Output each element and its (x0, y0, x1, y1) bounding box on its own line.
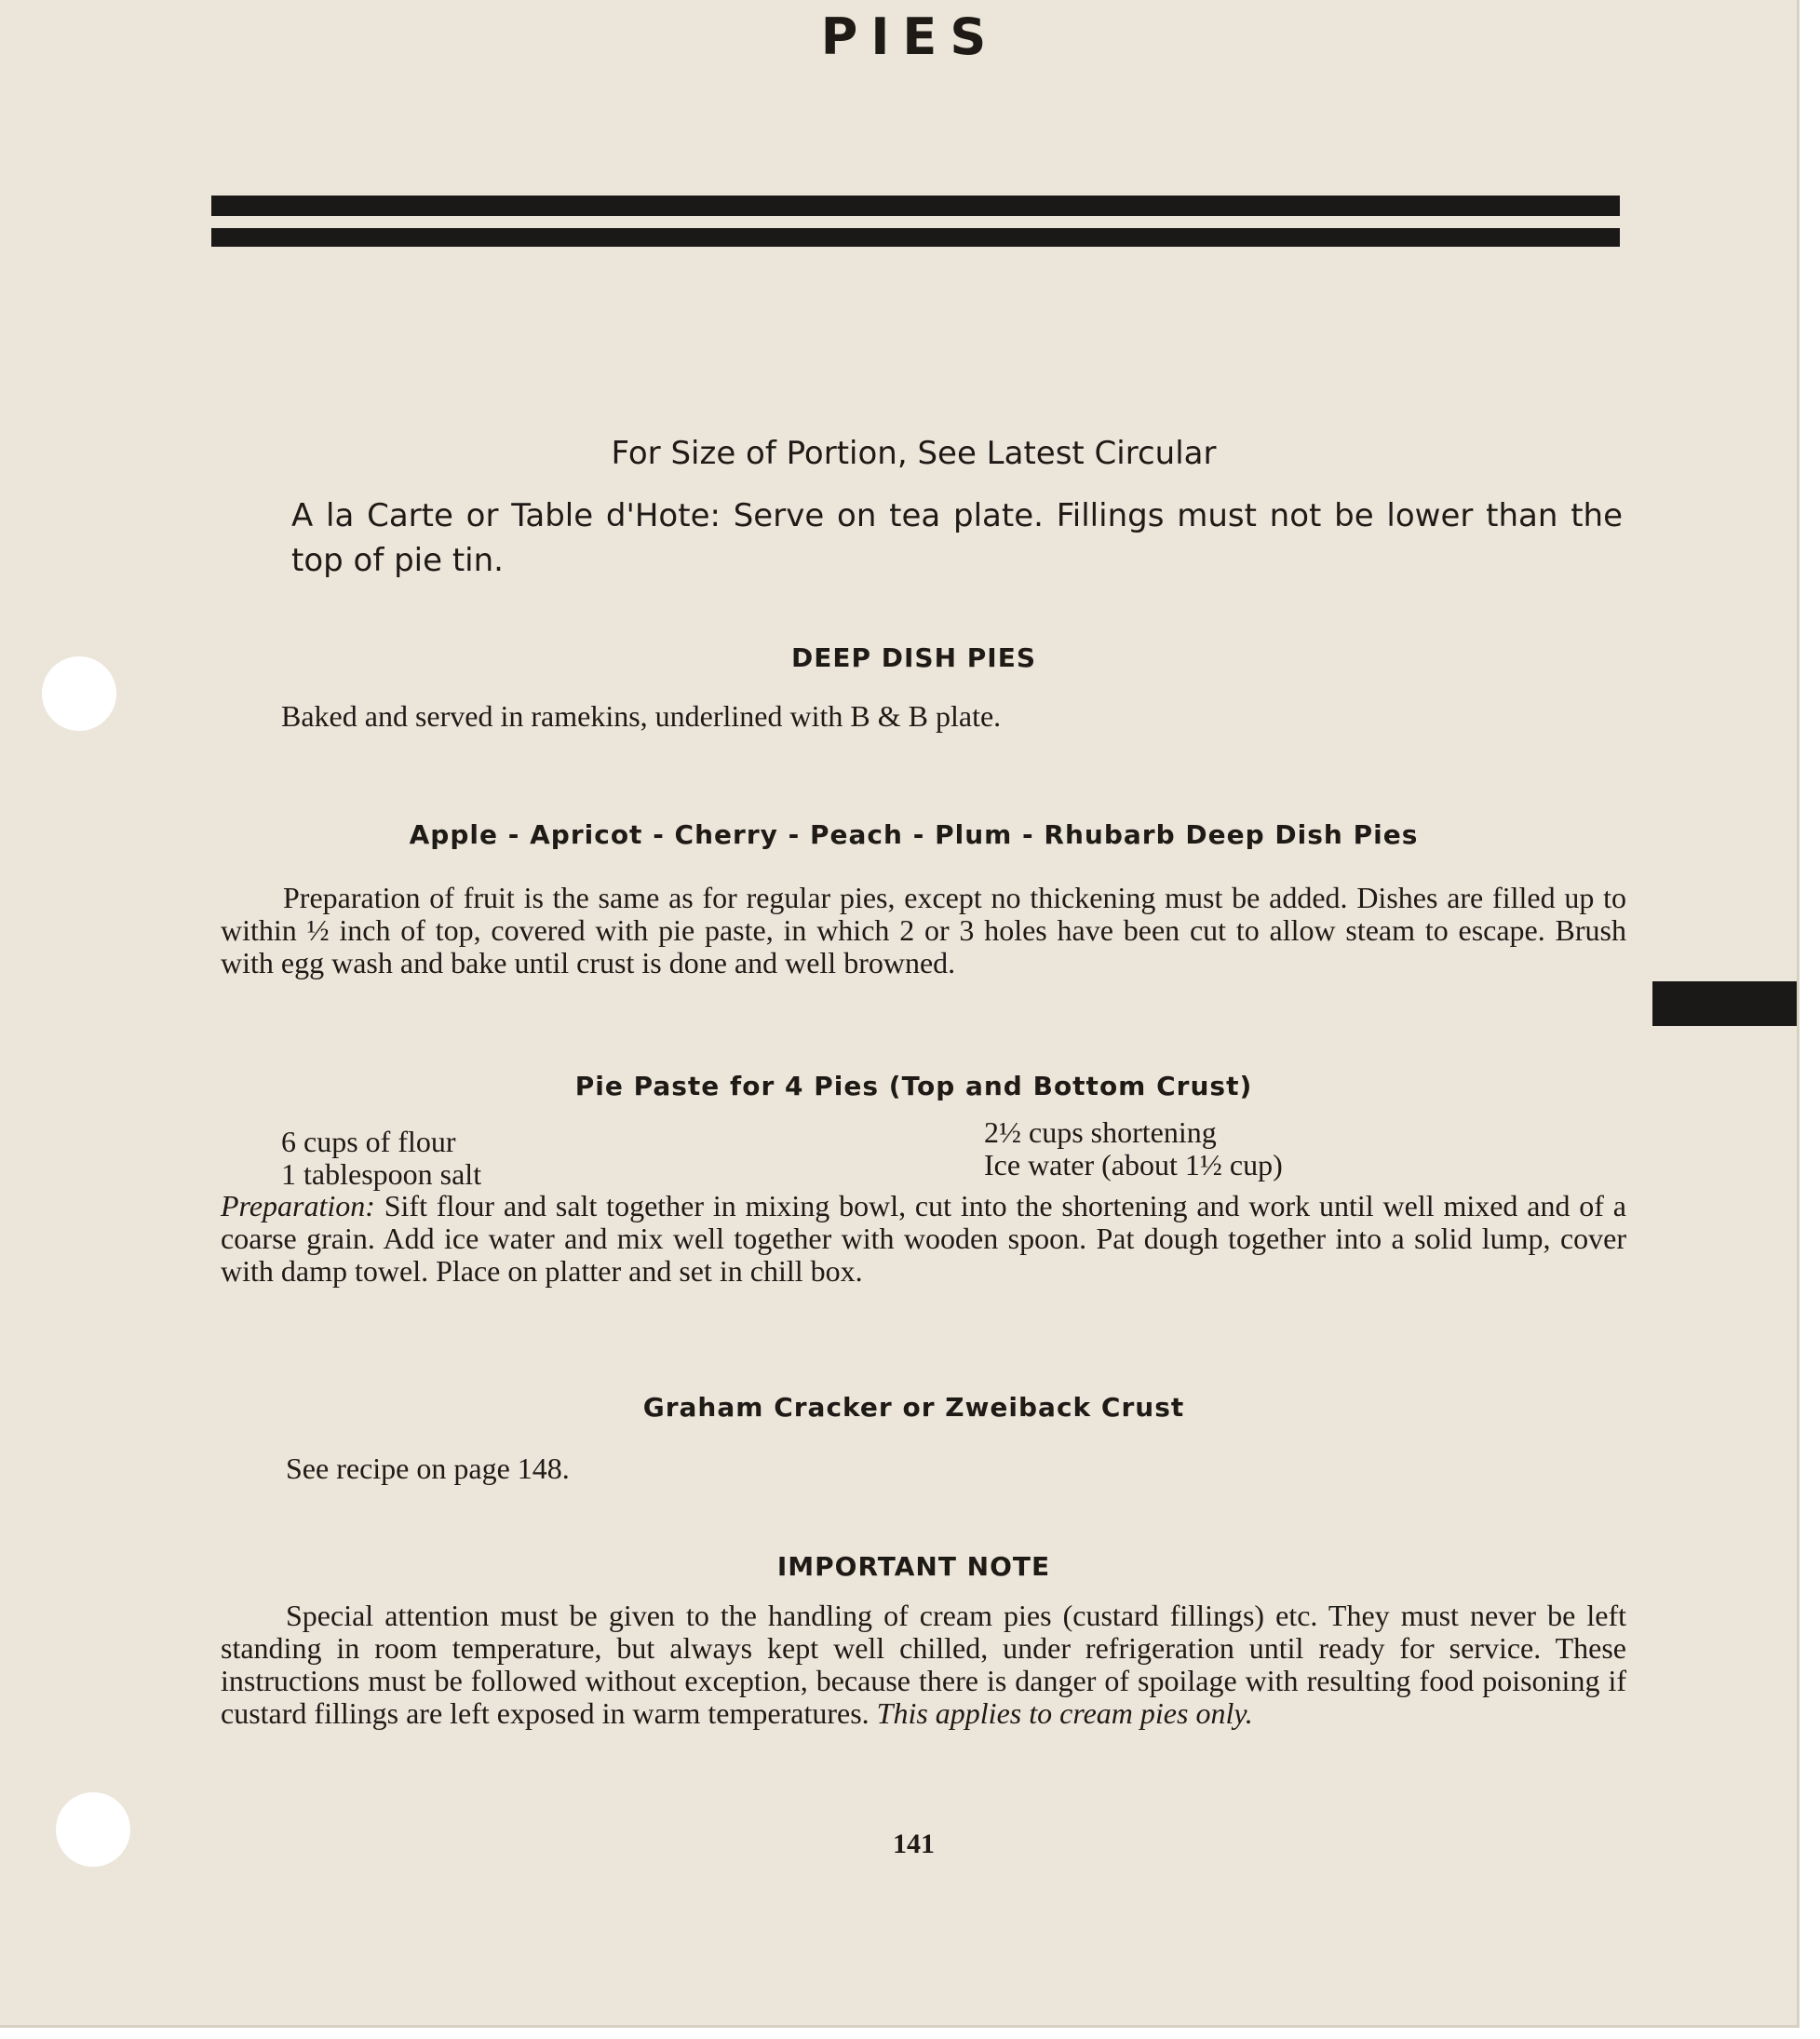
preparation-label: Preparation: (221, 1189, 375, 1222)
important-note-body: Special attention must be given to the handling of cream pies (custard fillings) etc. They must never be left standing in room temperature, but always kept well chilled, under refrigeration until ready for service. These instructions must be followed without exception, because there is danger of spoilage with resulting food poisoning if custard fillings are left exposed in warm temperatures. (221, 1599, 1626, 1730)
deep-dish-text: Baked and served in ramekins, underlined with B & B plate. (281, 699, 1002, 733)
deep-dish-heading: DEEP DISH PIES (790, 642, 1036, 673)
ingredient-item: Ice water (about 1½ cup) (984, 1148, 1283, 1182)
pie-paste-preparation (221, 1190, 1626, 1288)
important-note-text (221, 1600, 1626, 1730)
page-title: PIES (820, 7, 1000, 66)
ingredients-left (281, 1126, 481, 1191)
graham-crust-heading: Graham Cracker or Zweiback Crust (642, 1392, 1185, 1423)
ingredient-item: 6 cups of flour (281, 1125, 456, 1158)
header-rule-bottom (211, 228, 1620, 247)
section-tab-marker (1652, 981, 1800, 1026)
header-rule-top (211, 196, 1620, 216)
graham-crust-text: See recipe on page 148. (286, 1452, 570, 1485)
page-number: 141 (893, 1829, 935, 1859)
fruit-pies-text: Preparation of fruit is the same as for regular pies, except no thickening must be added. Dishes are filled up to within ½ inch of top, covered with pie paste, in which 2 or 3 holes have been cut to allow steam to escape. Brush with egg wash and bake until crust is done and well browned. (221, 881, 1626, 979)
important-note-heading: IMPORTANT NOTE (776, 1551, 1051, 1582)
pie-paste-heading: Pie Paste for 4 Pies (Top and Bottom Crust) (574, 1071, 1253, 1101)
ingredients-right (984, 1116, 1283, 1182)
important-note-emphasis: This applies to cream pies only. (876, 1696, 1253, 1730)
ingredient-item: 1 tablespoon salt (281, 1157, 482, 1191)
preparation-text: Sift flour and salt together in mixing bowl, cut into the shortening and work until well mixed and of a coarse grain. Add ice water and mix well together with wooden spoon. Pat dough together into a solid lump, cover with damp towel. Place on platter and set in chill box. (221, 1189, 1626, 1288)
serving-instruction: A la Carte or Table d'Hote: Serve on tea plate. Fillings must not be lower than the top of pie tin. (291, 497, 1623, 579)
ingredient-item: 2½ cups shortening (984, 1115, 1217, 1149)
fruit-pies-heading: Apple - Apricot - Cherry - Peach - Plum - Rhubarb Deep Dish Pies (409, 819, 1419, 850)
portion-heading: For Size of Portion, See Latest Circular (611, 435, 1217, 472)
